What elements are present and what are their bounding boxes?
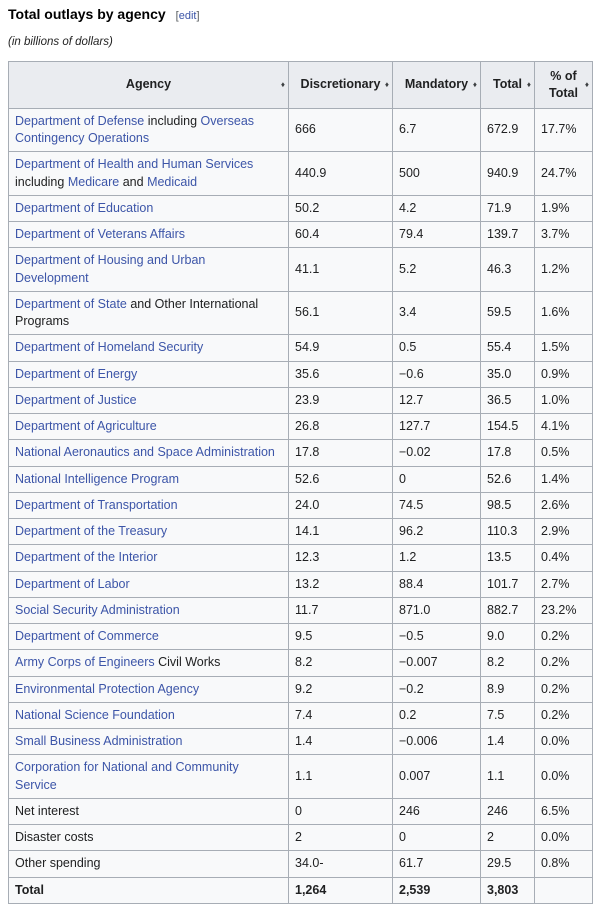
page-title: Total outlays by agency <box>8 6 166 22</box>
agency-link[interactable]: Department of Justice <box>15 392 137 407</box>
agency-cell <box>9 387 289 413</box>
agency-link[interactable]: Department of State <box>15 296 127 311</box>
agency-link[interactable]: National Aeronautics and Space Administration <box>15 445 275 460</box>
table-row <box>9 248 593 292</box>
column-header-discretionary[interactable] <box>289 62 393 109</box>
cell-pct: 1.6% <box>535 291 593 335</box>
cell-pct: 0.0% <box>535 755 593 799</box>
cell-discretionary: 23.9 <box>289 387 393 413</box>
sort-icon[interactable]: ♦ <box>472 79 477 89</box>
cell-total: 46.3 <box>481 248 535 292</box>
agency-cell <box>9 291 289 335</box>
cell-discretionary: 440.9 <box>289 152 393 196</box>
cell-total: 35.0 <box>481 361 535 387</box>
cell-total: 55.4 <box>481 335 535 361</box>
outlays-table <box>8 61 593 904</box>
agency-cell <box>9 676 289 702</box>
cell-discretionary: 12.3 <box>289 545 393 571</box>
agency-cell <box>9 702 289 728</box>
cell-mandatory: 96.2 <box>393 519 481 545</box>
cell-mandatory: 12.7 <box>393 387 481 413</box>
table-row <box>9 466 593 492</box>
cell-mandatory: 246 <box>393 798 481 824</box>
cell-pct: 4.1% <box>535 414 593 440</box>
cell-discretionary: 34.0- <box>289 851 393 877</box>
cell-pct: 1.0% <box>535 387 593 413</box>
agency-cell <box>9 571 289 597</box>
column-header-agency[interactable] <box>9 62 289 109</box>
cell-discretionary: 54.9 <box>289 335 393 361</box>
cell-total: 8.9 <box>481 676 535 702</box>
cell-mandatory: 500 <box>393 152 481 196</box>
cell-pct: 0.2% <box>535 624 593 650</box>
agency-cell <box>9 851 289 877</box>
cell-mandatory: 0 <box>393 466 481 492</box>
cell-mandatory: 0.007 <box>393 755 481 799</box>
agency-link[interactable]: Department of Education <box>15 200 154 215</box>
cell-total: 9.0 <box>481 624 535 650</box>
cell-discretionary: 26.8 <box>289 414 393 440</box>
cell-pct: 0.5% <box>535 440 593 466</box>
cell-total: 29.5 <box>481 851 535 877</box>
cell-mandatory: −0.5 <box>393 624 481 650</box>
table-row <box>9 851 593 877</box>
cell-pct: 3.7% <box>535 222 593 248</box>
cell-mandatory: 4.2 <box>393 195 481 221</box>
table-header <box>9 62 593 109</box>
cell-discretionary: 7.4 <box>289 702 393 728</box>
agency-text: Net interest <box>15 803 79 818</box>
cell-discretionary: 13.2 <box>289 571 393 597</box>
agency-cell <box>9 108 289 152</box>
table-row <box>9 798 593 824</box>
table-row <box>9 729 593 755</box>
cell-mandatory: −0.6 <box>393 361 481 387</box>
cell-total: 13.5 <box>481 545 535 571</box>
agency-cell <box>9 755 289 799</box>
cell-mandatory: −0.2 <box>393 676 481 702</box>
agency-link[interactable]: Department of Commerce <box>15 629 159 643</box>
cell-mandatory: 0 <box>393 825 481 851</box>
table-row <box>9 755 593 799</box>
agency-link[interactable]: National Intelligence Program <box>15 471 179 486</box>
table-row <box>9 361 593 387</box>
agency-text: Civil Works <box>154 655 221 670</box>
column-header-total[interactable] <box>481 62 535 109</box>
table-row <box>9 676 593 702</box>
agency-link[interactable]: Department of Transportation <box>15 497 178 512</box>
cell-pct: 24.7% <box>535 152 593 196</box>
table-row <box>9 108 593 152</box>
cell-mandatory: 871.0 <box>393 597 481 623</box>
agency-cell <box>9 798 289 824</box>
table-row <box>9 571 593 597</box>
agency-text: including <box>144 113 201 128</box>
agency-cell <box>9 414 289 440</box>
edit-label[interactable]: edit <box>178 10 197 22</box>
agency-cell <box>9 545 289 571</box>
agency-link[interactable]: Corporation for National and Community Service <box>15 760 239 792</box>
table-row <box>9 152 593 196</box>
agency-link[interactable]: Department of Defense <box>15 113 145 128</box>
agency-link[interactable]: Department of the Interior <box>15 550 158 565</box>
agency-link[interactable]: Department of Agriculture <box>15 419 157 433</box>
cell-pct: 0.2% <box>535 650 593 676</box>
cell-discretionary: 1.4 <box>289 729 393 755</box>
total-row <box>9 877 593 903</box>
agency-cell <box>9 335 289 361</box>
cell-pct: 17.7% <box>535 108 593 152</box>
agency-text: Disaster costs <box>15 830 94 844</box>
cell-total: 59.5 <box>481 291 535 335</box>
table-row <box>9 387 593 413</box>
cell-total: 3,803 <box>481 877 535 903</box>
table-row <box>9 702 593 728</box>
agency-cell <box>9 466 289 492</box>
cell-pct: 2.9% <box>535 519 593 545</box>
cell-total: 1.1 <box>481 755 535 799</box>
cell-mandatory: 74.5 <box>393 492 481 518</box>
cell-total: 52.6 <box>481 466 535 492</box>
agency-link[interactable]: National Science Foundation <box>15 707 175 722</box>
table-caption-note: (in billions of dollars) <box>8 36 113 48</box>
cell-pct: 0.8% <box>535 851 593 877</box>
table-row <box>9 414 593 440</box>
cell-pct: 6.5% <box>535 798 593 824</box>
column-label: % of Total <box>549 69 578 100</box>
agency-link[interactable]: Department of Energy <box>15 366 138 381</box>
cell-mandatory: −0.006 <box>393 729 481 755</box>
agency-link[interactable]: Social Security Administration <box>15 602 180 617</box>
table-row <box>9 492 593 518</box>
table-row <box>9 291 593 335</box>
column-label: Mandatory <box>404 77 469 92</box>
table-row <box>9 195 593 221</box>
agency-link[interactable]: Medicare <box>67 174 120 189</box>
agency-link[interactable]: Overseas Contingency Operations <box>15 113 255 145</box>
agency-cell <box>9 492 289 518</box>
section-heading <box>8 5 592 25</box>
cell-total: 1.4 <box>481 729 535 755</box>
cell-discretionary: 17.8 <box>289 440 393 466</box>
agency-cell <box>9 729 289 755</box>
column-label: Total <box>493 77 522 92</box>
cell-discretionary: 9.5 <box>289 624 393 650</box>
agency-link[interactable]: Department of Housing and Urban Development <box>15 253 206 285</box>
cell-discretionary: 24.0 <box>289 492 393 518</box>
agency-cell <box>9 519 289 545</box>
agency-link[interactable]: Department of Homeland Security <box>15 340 204 355</box>
table-row <box>9 519 593 545</box>
agency-link[interactable]: Department of Labor <box>15 576 130 591</box>
sort-icon[interactable]: ♦ <box>526 79 531 89</box>
cell-discretionary: 1,264 <box>289 877 393 903</box>
cell-mandatory: 5.2 <box>393 248 481 292</box>
cell-pct: 0.2% <box>535 702 593 728</box>
cell-total: 2 <box>481 825 535 851</box>
cell-mandatory: 61.7 <box>393 851 481 877</box>
agency-cell <box>9 624 289 650</box>
cell-total: 71.9 <box>481 195 535 221</box>
sort-icon[interactable]: ♦ <box>384 79 389 89</box>
agency-link[interactable]: Small Business Administration <box>15 734 183 748</box>
column-label: Discretionary <box>300 77 381 92</box>
cell-discretionary: 1.1 <box>289 755 393 799</box>
agency-cell <box>9 222 289 248</box>
table-row <box>9 440 593 466</box>
cell-discretionary: 41.1 <box>289 248 393 292</box>
cell-pct: 0.0% <box>535 825 593 851</box>
table-row <box>9 825 593 851</box>
cell-mandatory: 79.4 <box>393 222 481 248</box>
cell-mandatory: −0.007 <box>393 650 481 676</box>
cell-total: 98.5 <box>481 492 535 518</box>
agency-cell <box>9 152 289 196</box>
agency-text: Other spending <box>15 856 101 871</box>
table-row <box>9 335 593 361</box>
cell-pct: 1.9% <box>535 195 593 221</box>
agency-link[interactable]: Army Corps of Engineers <box>15 655 155 670</box>
cell-total: 139.7 <box>481 222 535 248</box>
cell-discretionary: 60.4 <box>289 222 393 248</box>
agency-link[interactable]: Department of the Treasury <box>15 524 168 538</box>
agency-text: and Other International Programs <box>15 296 259 328</box>
cell-mandatory: 0.2 <box>393 702 481 728</box>
agency-link[interactable]: Department of Health and Human Services <box>15 157 254 172</box>
cell-discretionary: 50.2 <box>289 195 393 221</box>
column-header-mandatory[interactable] <box>393 62 481 109</box>
cell-total: 672.9 <box>481 108 535 152</box>
table-row <box>9 222 593 248</box>
cell-pct: 1.4% <box>535 466 593 492</box>
agency-cell <box>9 650 289 676</box>
agency-text: including <box>15 174 68 189</box>
cell-mandatory: 3.4 <box>393 291 481 335</box>
cell-mandatory: 88.4 <box>393 571 481 597</box>
cell-discretionary: 2 <box>289 825 393 851</box>
cell-discretionary: 666 <box>289 108 393 152</box>
agency-text: and <box>119 174 148 189</box>
agency-cell <box>9 877 289 903</box>
agency-cell <box>9 825 289 851</box>
cell-mandatory: 6.7 <box>393 108 481 152</box>
cell-total: 110.3 <box>481 519 535 545</box>
cell-pct: 1.2% <box>535 248 593 292</box>
cell-pct: 0.4% <box>535 545 593 571</box>
edit-link[interactable] <box>176 10 200 22</box>
column-label: Agency <box>125 77 172 92</box>
cell-discretionary: 14.1 <box>289 519 393 545</box>
agency-cell <box>9 597 289 623</box>
cell-discretionary: 52.6 <box>289 466 393 492</box>
cell-pct <box>535 877 593 903</box>
cell-mandatory: 1.2 <box>393 545 481 571</box>
agency-link[interactable]: Department of Veterans Affairs <box>15 227 186 241</box>
cell-pct: 0.2% <box>535 676 593 702</box>
cell-mandatory: 127.7 <box>393 414 481 440</box>
agency-cell <box>9 248 289 292</box>
cell-discretionary: 0 <box>289 798 393 824</box>
cell-discretionary: 8.2 <box>289 650 393 676</box>
edit-bracket-close: ] <box>196 10 200 22</box>
cell-pct: 2.6% <box>535 492 593 518</box>
cell-total: 940.9 <box>481 152 535 196</box>
cell-pct: 1.5% <box>535 335 593 361</box>
cell-total: 882.7 <box>481 597 535 623</box>
column-header-pct-of-total[interactable] <box>535 62 593 109</box>
cell-total: 8.2 <box>481 650 535 676</box>
cell-discretionary: 11.7 <box>289 597 393 623</box>
cell-pct: 23.2% <box>535 597 593 623</box>
agency-link[interactable]: Environmental Protection Agency <box>15 681 200 696</box>
table-row <box>9 650 593 676</box>
table-body <box>9 108 593 903</box>
cell-mandatory: 0.5 <box>393 335 481 361</box>
cell-pct: 0.9% <box>535 361 593 387</box>
cell-discretionary: 35.6 <box>289 361 393 387</box>
agency-link[interactable]: Medicaid <box>147 174 198 189</box>
edit-bracket-open: [ <box>175 10 179 22</box>
table-row <box>9 624 593 650</box>
table-row <box>9 545 593 571</box>
cell-total: 246 <box>481 798 535 824</box>
cell-total: 7.5 <box>481 702 535 728</box>
cell-pct: 0.0% <box>535 729 593 755</box>
cell-mandatory: −0.02 <box>393 440 481 466</box>
cell-total: 36.5 <box>481 387 535 413</box>
cell-total: 17.8 <box>481 440 535 466</box>
cell-total: 154.5 <box>481 414 535 440</box>
cell-total: 101.7 <box>481 571 535 597</box>
cell-mandatory: 2,539 <box>393 877 481 903</box>
sort-icon[interactable]: ♦ <box>584 79 589 89</box>
cell-discretionary: 9.2 <box>289 676 393 702</box>
table-row <box>9 597 593 623</box>
agency-text: Total <box>15 882 44 897</box>
cell-pct: 2.7% <box>535 571 593 597</box>
agency-cell <box>9 195 289 221</box>
agency-cell <box>9 440 289 466</box>
cell-discretionary: 56.1 <box>289 291 393 335</box>
sort-icon[interactable]: ♦ <box>280 79 285 89</box>
agency-cell <box>9 361 289 387</box>
